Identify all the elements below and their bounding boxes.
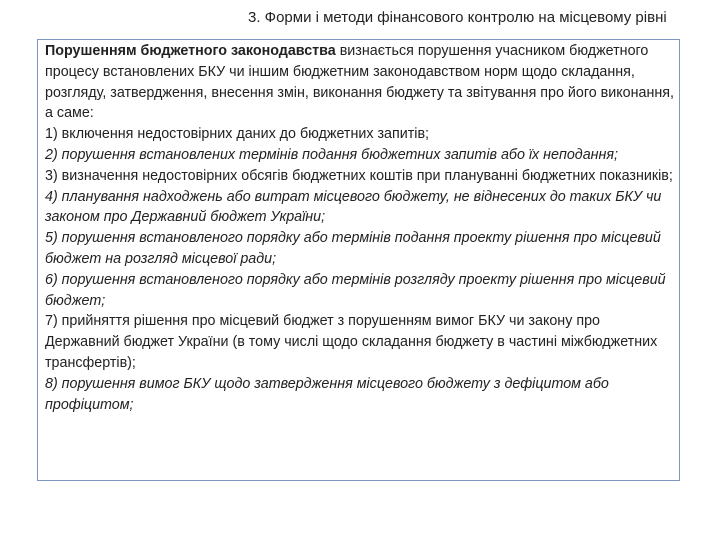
list-item: 2) порушення встановлених термінів подання бюджетних запитів або їх неподання; (45, 146, 619, 163)
content-text (45, 41, 677, 415)
intro-term: Порушенням бюджетного законодавства (45, 43, 336, 59)
list-item: 8) порушення вимог БКУ щодо затвердження місцевого бюджету з дефіцитом або профіцитом; (45, 375, 609, 413)
slide-title: 3. Форми і методи фінансового контролю на місцевому рівні (248, 9, 667, 26)
list-item: 1) включення недостовірних даних до бюджетних запитів; (45, 126, 430, 143)
list-item: 5) порушення встановленого порядку або термінів подання проекту рішення про місцевий бюджет на розгляд місцевої ради; (45, 230, 661, 267)
list-item: 6) порушення встановленого порядку або термінів розгляду проекту рішення про місцевий бюджет; (45, 271, 666, 309)
list-item: 3) визначення недостовірних обсягів бюджетних коштів при плануванні бюджетних показників; (45, 167, 673, 184)
list-item: 7) прийняття рішення про місцевий бюджет з порушенням вимог БКУ чи закону про Державний бюджет України (в тому числі щодо складання бюджету в частині міжбюджетних трансфертів); (45, 313, 658, 371)
intro-paragraph (45, 41, 677, 124)
intro-rest: визнається порушення учасником бюджетного процесу встановлених БКУ чи іншим бюджетним законодавством норм щодо складання, розгляду, затвердження, внесення змін, виконання бюджету та звітування про його виконання, а саме: (45, 43, 674, 122)
list-item: 4) планування надходжень або витрат місцевого бюджету, не віднесених до таких БКУ чи законом про Державний бюджет України; (45, 188, 662, 226)
